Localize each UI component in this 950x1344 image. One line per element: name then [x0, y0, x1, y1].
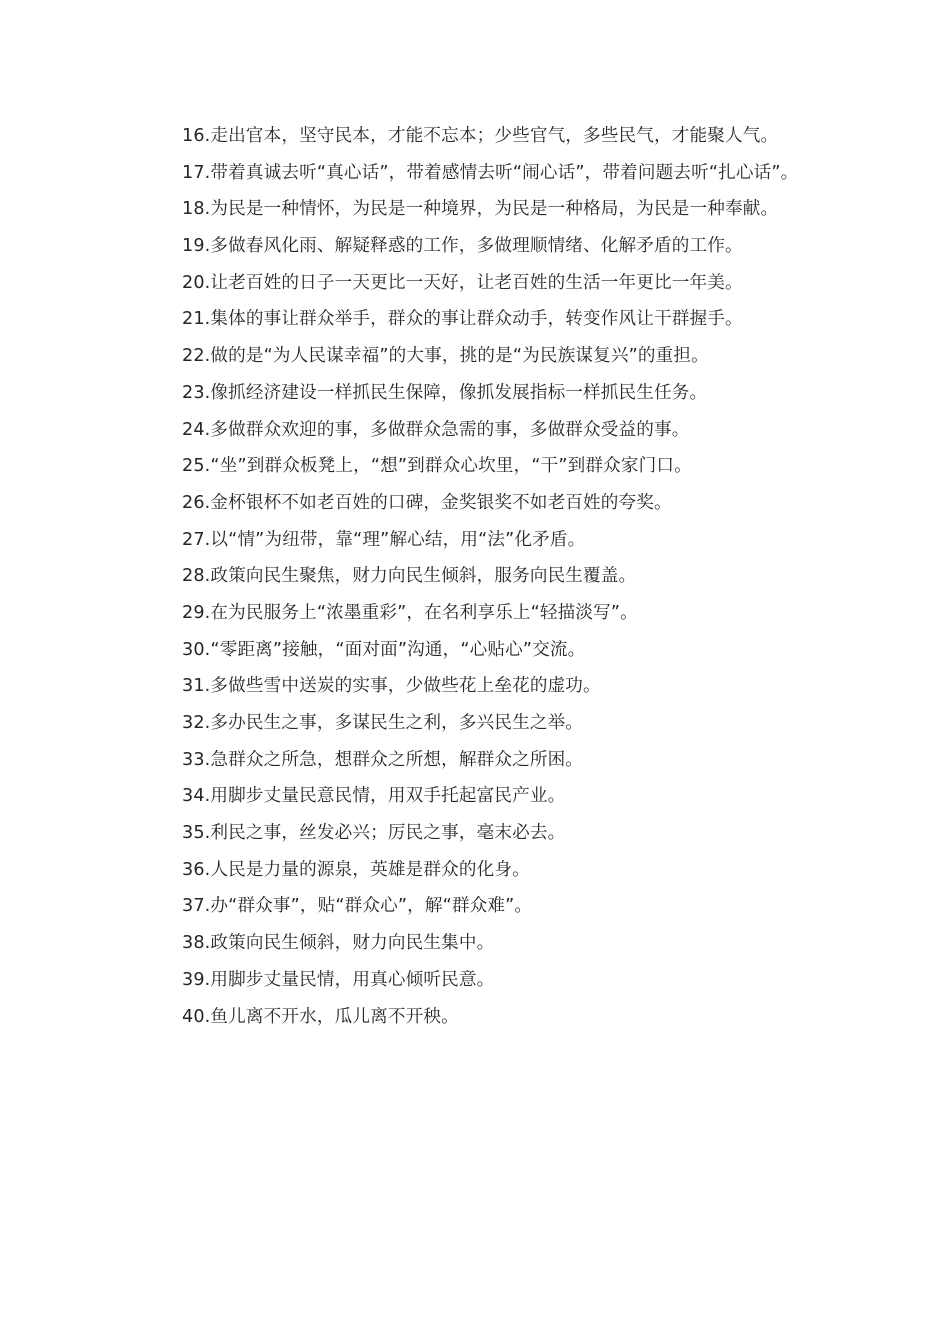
- paragraph-35: 35.利民之事，丝发必兴；厉民之事，毫末必去。: [182, 823, 566, 844]
- paragraph-26: 26.金杯银杯不如老百姓的口碑，金奖银奖不如老百姓的夸奖。: [182, 492, 672, 513]
- paragraph-28: 28.政策向民生聚焦，财力向民生倾斜，服务向民生覆盖。: [182, 566, 637, 587]
- paragraph-37: 37.办“群众事”，贴“群众心”，解“群众难”。: [182, 896, 533, 917]
- paragraph-30: 30.“零距离”接触，“面对面”沟通，“心贴心”交流。: [182, 639, 586, 660]
- paragraph-23: 23.像抓经济建设一样抓民生保障，像抓发展指标一样抓民生任务。: [182, 382, 708, 403]
- paragraph-16: 16.走出官本，坚守民本，才能不忘本；少些官气，多些民气，才能聚人气。: [182, 126, 779, 146]
- paragraph-32: 32.多办民生之事，多谋民生之利，多兴民生之举。: [182, 713, 584, 733]
- paragraph-31: 31.多做些雪中送炭的实事，少做些花上垒花的虚功。: [182, 676, 601, 697]
- paragraph-19: 19.多做春风化雨、解疑释惑的工作，多做理顺情绪、化解矛盾的工作。: [182, 236, 743, 257]
- paragraph-36: 36.人民是力量的源泉，英雄是群众的化身。: [182, 859, 530, 880]
- paragraph-25: 25.“坐”到群众板凳上，“想”到群众心坎里，“干”到群众家门口。: [182, 456, 692, 477]
- paragraph-17: 17.带着真诚去听“真心话”，带着感情去听“闹心话”，带着问题去听“扎心话”。: [182, 162, 799, 183]
- paragraph-27: 27.以“情”为纽带，靠“理”解心结，用“法”化矛盾。: [182, 529, 586, 550]
- paragraph-40: 40.鱼儿离不开水，瓜儿离不开秧。: [182, 1006, 459, 1027]
- paragraph-22: 22.做的是“为人民谋幸福”的大事，挑的是“为民族谋复兴”的重担。: [182, 346, 709, 367]
- document-body: [145, 124, 823, 1041]
- paragraph-24: 24.多做群众欢迎的事，多做群众急需的事，多做群众受益的事。: [182, 419, 690, 440]
- paragraph-39: 39.用脚步丈量民情，用真心倾听民意。: [182, 969, 495, 990]
- paragraph-20: 20.让老百姓的日子一天更比一天好，让老百姓的生活一年更比一年美。: [182, 272, 743, 293]
- paragraph-29: 29.在为民服务上“浓墨重彩”，在名利享乐上“轻描淡写”。: [182, 602, 638, 623]
- paragraph-21: 21.集体的事让群众举手，群众的事让群众动手，转变作风让干群握手。: [182, 309, 743, 330]
- paragraph-38: 38.政策向民生倾斜，财力向民生集中。: [182, 933, 495, 954]
- paragraph-33: 33.急群众之所急，想群众之所想，解群众之所困。: [182, 749, 584, 770]
- paragraph-18: 18.为民是一种情怀，为民是一种境界，为民是一种格局，为民是一种奉献。: [182, 199, 779, 220]
- paragraph-34: 34.用脚步丈量民意民情，用双手托起富民产业。: [182, 786, 566, 807]
